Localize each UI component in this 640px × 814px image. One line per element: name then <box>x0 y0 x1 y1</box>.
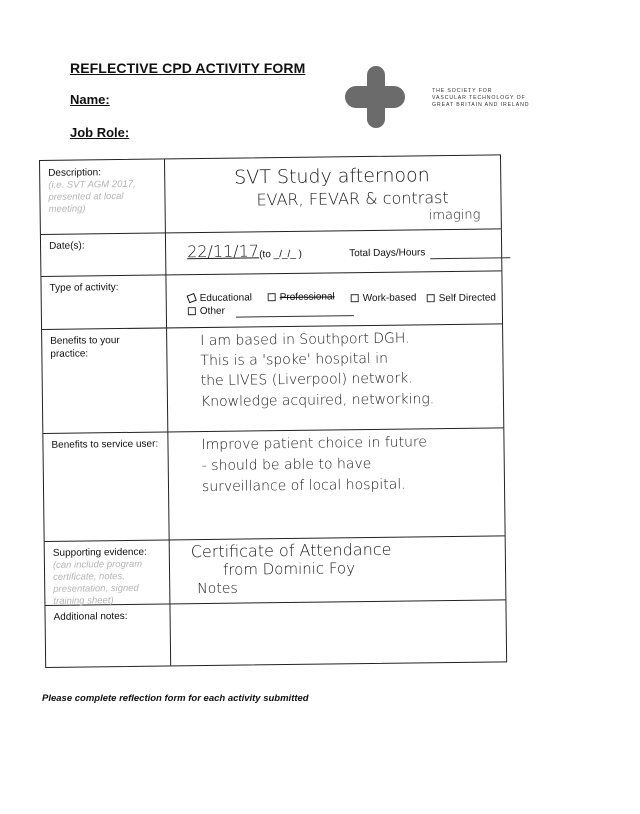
org-line-3: GREAT BRITAIN AND IRELAND <box>432 102 530 108</box>
benefits-practice-line-4: Knowledge acquired, networking. <box>200 391 435 411</box>
org-line-2: VASCULAR TECHNOLOGY OF <box>432 95 526 101</box>
supporting-evidence-row <box>45 535 506 606</box>
benefits-service-line-1: Improve patient choice in future <box>201 434 428 454</box>
description-hint: (i.e. SVT AGM 2017, presented at local meeting) <box>48 178 136 215</box>
benefits-practice-line-3: the LIVES (Liverpool) network. <box>200 370 413 390</box>
description-line-2: EVAR, FEVAR & contrast <box>256 187 449 210</box>
benefits-service-line-2: - should be able to have <box>201 455 372 475</box>
supporting-evidence-hint: (can include program certificate, notes, presentation, signed training sheet) <box>52 558 143 607</box>
other-line <box>236 315 354 317</box>
description-value[interactable] <box>166 155 501 232</box>
opt-educational[interactable] <box>188 292 252 304</box>
org-line-1: THE SOCIETY FOR <box>432 88 493 94</box>
form-title: REFLECTIVE CPD ACTIVITY FORM <box>70 60 306 76</box>
description-label-cell <box>40 159 166 234</box>
org-name <box>432 88 529 109</box>
activity-type-value <box>167 270 502 327</box>
opt-educational-label: Educational <box>199 292 253 305</box>
footer-instruction: Please complete reflection form for each activity submitted <box>42 693 309 704</box>
checkbox-educational-icon[interactable] <box>187 293 197 303</box>
activity-type-label-cell <box>41 274 167 329</box>
benefits-practice-row <box>42 323 503 434</box>
opt-work-based-label: Work-based <box>362 292 417 305</box>
activity-type-row <box>41 270 502 330</box>
date-to-text: (to _/_/_ ) <box>259 248 303 261</box>
dates-value[interactable] <box>167 228 501 274</box>
benefits-service-row <box>43 427 504 542</box>
dates-row <box>41 228 501 277</box>
opt-work-based[interactable] <box>351 292 417 304</box>
benefits-practice-label-cell <box>42 327 168 433</box>
additional-notes-label-cell <box>45 603 171 667</box>
cpd-form-table <box>39 154 507 668</box>
opt-other-label: Other <box>199 305 225 318</box>
activity-type-label: Type of activity: <box>49 282 119 294</box>
opt-other[interactable] <box>188 306 225 317</box>
checkbox-other-icon[interactable] <box>188 307 196 315</box>
description-row <box>40 155 501 235</box>
svt-logo-icon <box>345 66 413 128</box>
checkbox-self-directed-icon[interactable] <box>427 295 435 303</box>
opt-self-directed-label: Self Directed <box>438 292 497 305</box>
benefits-service-label-cell <box>43 431 169 541</box>
additional-notes-label: Additional notes: <box>53 610 128 623</box>
evidence-line-3: Notes <box>197 580 238 598</box>
name-label: Name: <box>70 92 110 107</box>
benefits-service-label: Benefits to service user: <box>51 438 159 451</box>
benefits-practice-label: Benefits to your practice: <box>50 335 120 360</box>
checkbox-professional-icon[interactable] <box>268 293 276 301</box>
opt-self-directed[interactable] <box>427 292 496 304</box>
opt-professional-label: Professional <box>279 291 335 304</box>
evidence-line-2: from Dominic Foy <box>222 559 356 579</box>
job-role-label: Job Role: <box>70 125 130 140</box>
benefits-practice-line-1: I am based in Southport DGH. <box>200 330 410 350</box>
opt-professional[interactable] <box>268 291 335 303</box>
benefits-service-line-3: surveillance of local hospital. <box>201 476 406 496</box>
description-line-3: imaging <box>428 207 481 224</box>
total-days-line <box>430 257 510 259</box>
supporting-evidence-value[interactable] <box>171 535 506 603</box>
supporting-evidence-label: Supporting evidence: <box>52 546 147 559</box>
dates-label-cell <box>41 232 167 276</box>
evidence-line-1: Certificate of Attendance <box>190 539 392 562</box>
benefits-practice-value[interactable] <box>168 323 503 431</box>
description-label: Description: <box>48 167 102 179</box>
benefits-service-value[interactable] <box>169 427 504 539</box>
total-days-label: Total Days/Hours <box>349 247 426 260</box>
checkbox-work-based-icon[interactable] <box>351 294 359 302</box>
supporting-evidence-label-cell <box>45 539 171 605</box>
benefits-practice-line-2: This is a 'spoke' hospital in <box>200 350 389 370</box>
dates-label: Date(s): <box>48 240 85 252</box>
additional-notes-value[interactable] <box>171 599 506 665</box>
date-handwritten: 22/11/17 <box>187 241 260 262</box>
additional-notes-row <box>45 599 506 667</box>
description-line-1: SVT Study afternoon <box>234 164 430 189</box>
